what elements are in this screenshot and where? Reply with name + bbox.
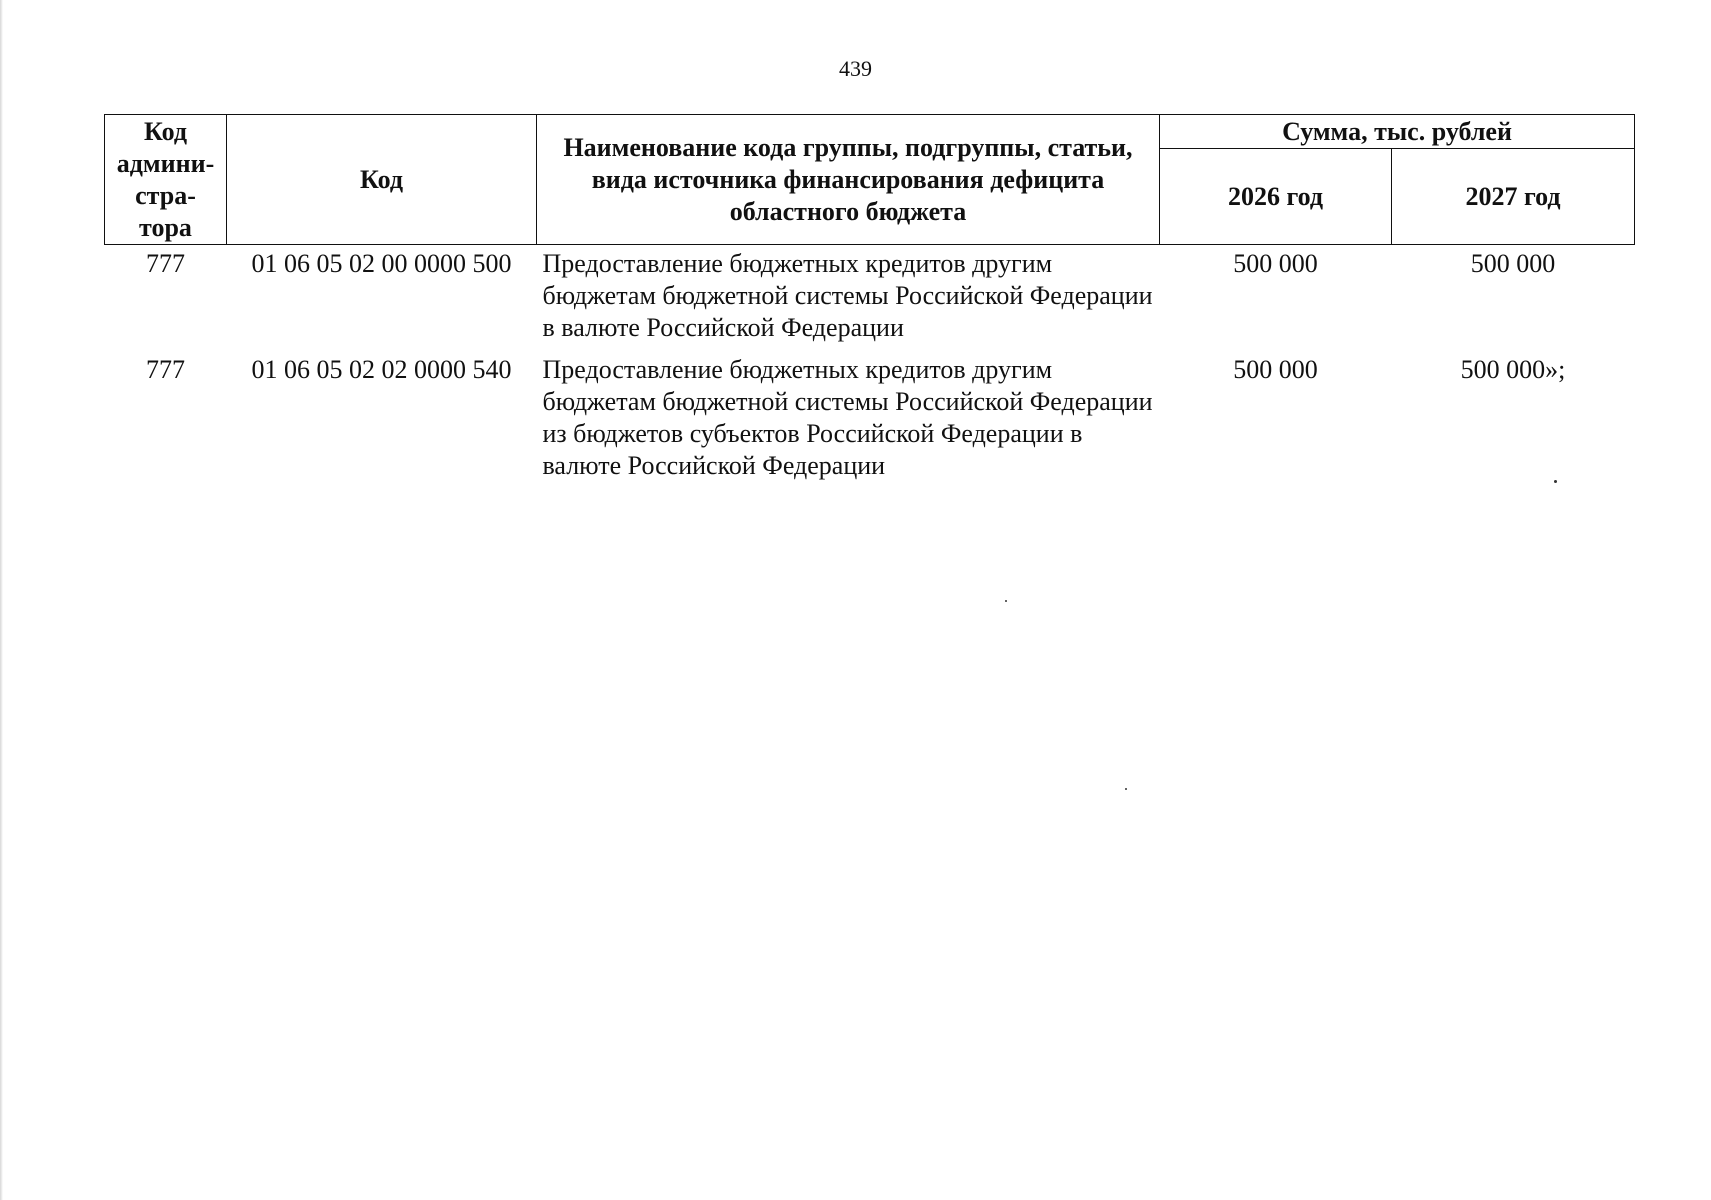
table-row xyxy=(105,245,1635,352)
row-sum-2027: 500 000 xyxy=(1470,249,1556,278)
scan-speck xyxy=(1125,788,1127,790)
header-name: Наименование кода группы, подгруппы, статьи, вида источника финансирования дефицита областного бюджета xyxy=(537,115,1160,245)
row-name: Предоставление бюджетных кредитов другим бюджетам бюджетной системы Российской Федерации из бюджетов субъектов Российской Федерации в валюте Российской Федерации xyxy=(542,355,1153,480)
scan-speck xyxy=(1554,480,1557,483)
header-code: Код xyxy=(227,115,537,245)
budget-sources-table xyxy=(104,114,1635,489)
row-admin-code: 777 xyxy=(146,249,185,278)
header-year-2027: 2027 год xyxy=(1392,149,1635,245)
row-sum-2027: 500 000»; xyxy=(1460,355,1566,384)
row-code: 01 06 05 02 00 0000 500 xyxy=(251,249,512,278)
header-admin-code: Код админи-стра-тора xyxy=(105,115,227,245)
row-sum-2026: 500 000 xyxy=(1233,355,1318,384)
row-sum-2026: 500 000 xyxy=(1233,249,1318,278)
row-name: Предоставление бюджетных кредитов другим бюджетам бюджетной системы Российской Федерации в валюте Российской Федерации xyxy=(542,249,1153,342)
scan-speck xyxy=(1005,600,1007,602)
page-number: 439 xyxy=(839,56,872,81)
header-year-2026: 2026 год xyxy=(1160,149,1392,245)
header-sum: Сумма, тыс. рублей xyxy=(1160,115,1635,149)
scan-edge xyxy=(0,0,3,1200)
row-code: 01 06 05 02 02 0000 540 xyxy=(251,355,512,384)
table-row xyxy=(105,351,1635,489)
row-admin-code: 777 xyxy=(146,355,185,384)
